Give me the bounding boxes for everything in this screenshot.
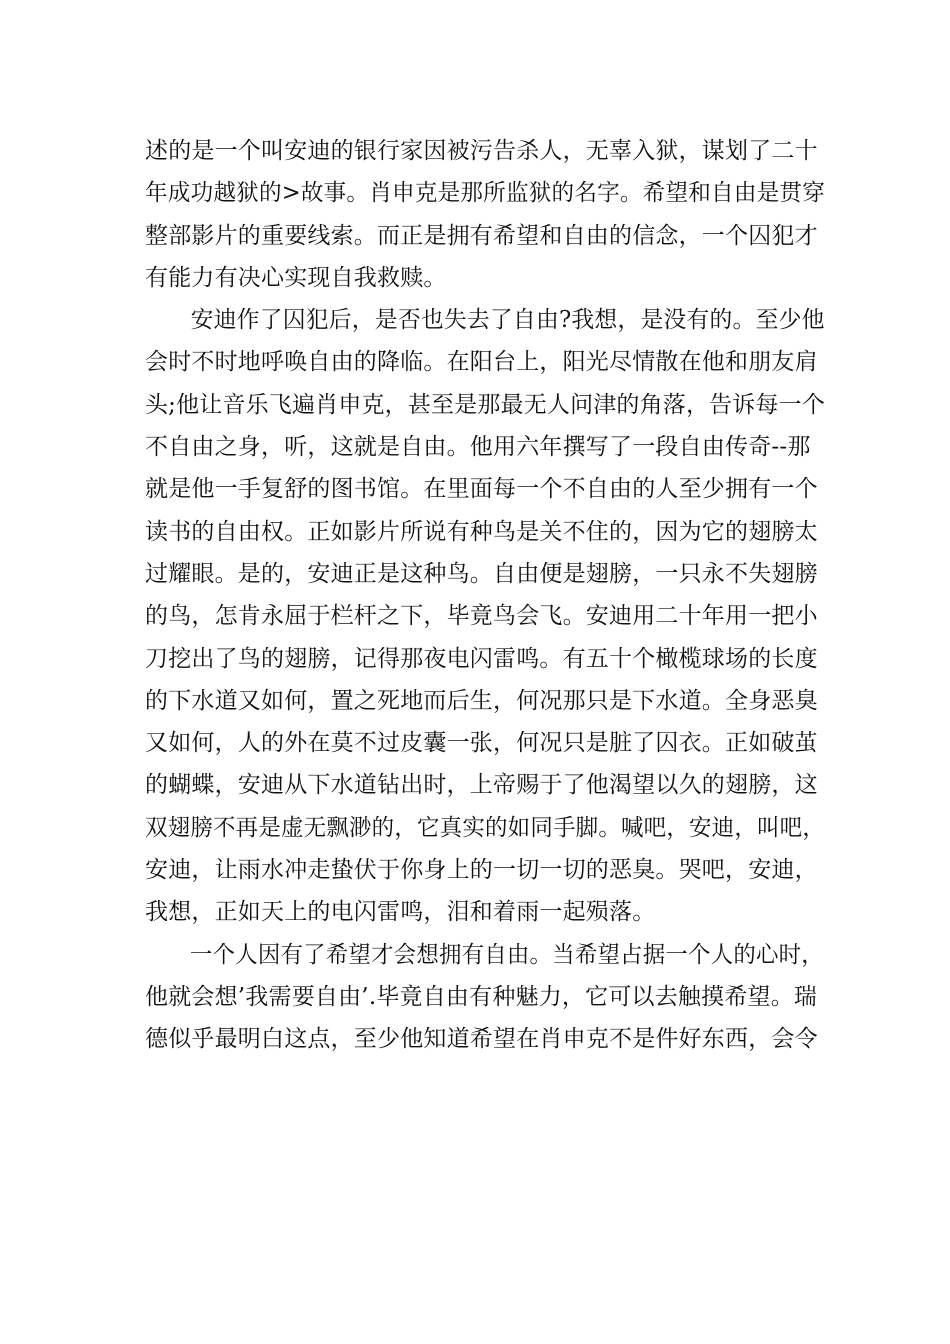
text-line: 有能力有决心实现自我救赎。	[145, 264, 447, 291]
text-line: 读书的自由权。正如影片所说有种鸟是关不住的，因为它的翅膀太	[145, 518, 818, 545]
text-line: 就是他一手复舒的图书馆。在里面每一个不自由的人至少拥有一个	[145, 476, 818, 503]
text-line: 年成功越狱的>故事。肖申克是那所监狱的名字。希望和自由是贯穿	[145, 180, 825, 207]
text-line: 会时不时地呼唤自由的降临。在阳台上，阳光尽情散在他和朋友肩	[145, 349, 818, 376]
text-line: 德似乎最明白这点，至少他知道希望在肖申克不是件好东西，会令	[145, 1026, 818, 1053]
text-line: 的鸟，怎肯永屈于栏杆之下，毕竟鸟会飞。安迪用二十年用一把小	[145, 603, 818, 630]
paragraph-start-line: 一个人因有了希望才会想拥有自由。当希望占据一个人的心时，	[189, 941, 824, 968]
text-line: 他就会想’我需要自由’.毕竟自由有种魅力，它可以去触摸希望。瑞	[145, 983, 818, 1010]
text-line: 过耀眼。是的，安迪正是这种鸟。自由便是翅膀，一只永不失翅膀	[145, 560, 818, 587]
text-line: 述的是一个叫安迪的银行家因被污告杀人，无辜入狱，谋划了二十	[145, 138, 818, 164]
text-line: 不自由之身，听，这就是自由。他用六年撰写了一段自由传奇--那	[145, 434, 811, 461]
text-line: 安迪，让雨水冲走蛰伏于你身上的一切一切的恶臭。哭吧，安迪，	[145, 857, 818, 884]
paragraph-start-line: 安迪作了囚犯后，是否也失去了自由?我想，是没有的。至少他	[190, 307, 825, 334]
text-line: 的蝴蝶，安迪从下水道钻出时，上帝赐于了他渴望以久的翅膀，这	[145, 772, 818, 799]
text-line: 我想，正如天上的电闪雷鸣，泪和着雨一起殒落。	[145, 899, 656, 926]
text-line: 整部影片的重要线索。而正是拥有希望和自由的信念，一个囚犯才	[145, 222, 818, 249]
text-line: 刀挖出了鸟的翅膀，记得那夜电闪雷鸣。有五十个橄榄球场的长度	[145, 645, 818, 672]
text-line: 的下水道又如何，置之死地而后生，何况那只是下水道。全身恶臭	[145, 687, 818, 714]
body-text	[145, 130, 825, 1061]
text-line: 双翅膀不再是虚无飘渺的，它真实的如同手脚。喊吧，安迪，叫吧，	[145, 814, 825, 841]
text-line: 又如何，人的外在莫不过皮囊一张，何况只是脏了囚衣。正如破茧	[145, 730, 818, 757]
text-line: 头;他让音乐飞遍肖申克，甚至是那最无人问津的角落，告诉每一个	[145, 391, 825, 418]
